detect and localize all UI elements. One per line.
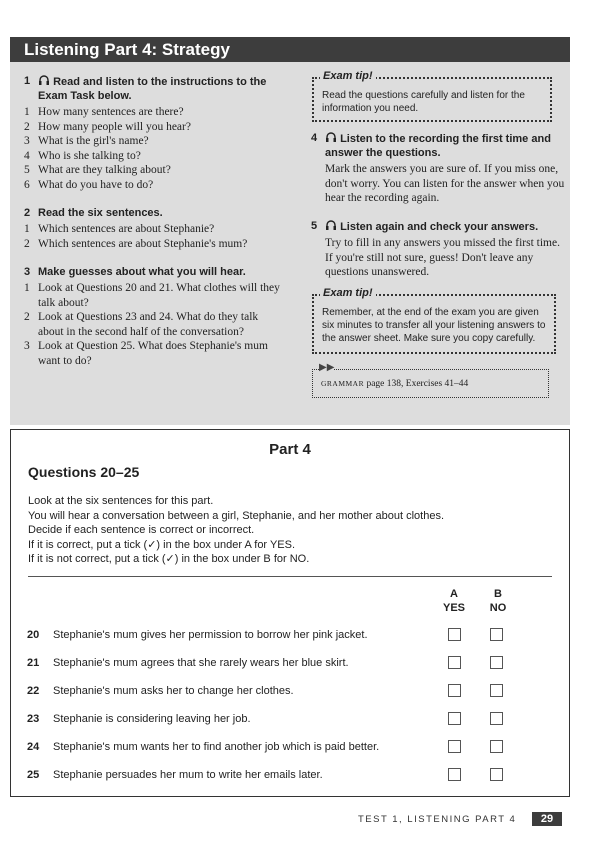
tip-title: Exam tip! [320, 287, 376, 299]
instruction-line: Look at the six sentences for this part. [28, 495, 214, 507]
answer-box-a[interactable] [448, 684, 461, 697]
answer-box-a[interactable] [448, 628, 461, 641]
list-item: 1 Which sentences are about Stephanie? [24, 223, 215, 235]
arrow-icon: ▶▶ [319, 362, 335, 373]
step-5: 5 Listen again and check your answers. Try to fill in any answers you missed the first time. If you're still not sure, guess! Don't leave any questions unanswered. [311, 219, 566, 280]
exam-tip-box [312, 70, 552, 122]
step-1-heading: 1 Read and listen to the instructions to the Exam Task below. [24, 75, 267, 102]
answer-box-b[interactable] [490, 656, 503, 669]
list-item: 1 Look at Questions 20 and 21. What clothes will they talk about? [24, 282, 280, 309]
step-3-list [24, 281, 286, 368]
list-item: 2 Look at Questions 23 and 24. What do they talk about in the second half of the conversation? [24, 311, 259, 338]
step-4-body: Mark the answers you are sure of. If you miss one, don't worry. You can listen for the answer when you hear the recording again. [325, 163, 565, 204]
answer-box-b[interactable] [490, 684, 503, 697]
tip-title: Exam tip! [320, 70, 376, 82]
list-item: 5 What are they talking about? [24, 164, 171, 176]
list-item: 4 Who is she talking to? [24, 149, 141, 162]
exam-task-box: Part 4 Questions 20–25 Look at the six sentences for this part. You will hear a conversation between a girl, Stephanie, and her mother about clothes. Decide if each sentence is correct or incorrect. If it is correct, put a tick (✓) in the box under A for YES. If it is not correct, put a tick (✓) in the box under B for NO. A YES B NO 20 Stephanie's mum gives her permission to borrow her pink jacket. 21 Stephanie's mum agrees that she rarely wears her blue skirt. 22 Stephanie's mum asks her to change her clothes. 23 Stephanie is considering leaving her job. 24 Stephanie's mum wants her to find another job which is paid better. 25 Stephanie persuades her mum to write her emails later. [10, 429, 570, 797]
answer-box-b[interactable] [490, 768, 503, 781]
instruction-line: Decide if each sentence is correct or incorrect. [28, 524, 255, 536]
step-2-heading: 2 Read the six sentences. [24, 207, 163, 219]
divider [28, 576, 552, 577]
answer-box-b[interactable] [490, 740, 503, 753]
answer-box-b[interactable] [490, 712, 503, 725]
column-b-header: B NO [489, 588, 507, 614]
page-number: 29 [532, 812, 562, 826]
grammar-label: GRAMMAR [321, 379, 365, 388]
list-item: 2 Which sentences are about Stephanie's mum? [24, 237, 248, 250]
headphones-icon [325, 219, 337, 231]
column-a-header: A YES [442, 588, 465, 614]
answer-box-a[interactable] [448, 712, 461, 725]
step-5-body: Try to fill in any answers you missed the first time. If you're still not sure, guess! Don't leave any questions unanswered. [325, 237, 560, 278]
step-3-heading: 3 Make guesses about what you will hear. [24, 266, 246, 278]
list-item: 1 How many sentences are there? [24, 106, 184, 118]
part-title: Part 4 [269, 441, 311, 458]
footer-label: TEST 1, LISTENING PART 4 [358, 814, 517, 825]
headphones-icon [38, 74, 50, 86]
step-2-list [24, 222, 286, 251]
instruction-line: You will hear a conversation between a girl, Stephanie, and her mother about clothes. [28, 509, 445, 522]
list-item: 2 How many people will you hear? [24, 120, 191, 133]
answer-box-a[interactable] [448, 768, 461, 781]
list-item: 3 Look at Question 25. What does Stephanie's mum want to do? [24, 340, 268, 367]
left-column [24, 74, 286, 368]
list-item: 6 What do you have to do? [24, 178, 154, 191]
list-item: 3 What is the girl's name? [24, 135, 149, 147]
step-4: 4 Listen to the recording the first time and answer the questions. Mark the answers you are sure of. If you miss one, don't worry. You can listen for the answer when you hear the recording again. [311, 132, 565, 204]
instructions [28, 494, 444, 567]
answer-box-b[interactable] [490, 628, 503, 641]
step-1-list [24, 105, 286, 192]
grammar-reference-box [312, 362, 549, 398]
tip-body: Read the questions carefully and listen for the information you need. [322, 90, 525, 114]
instruction-line: If it is not correct, put a tick (✓) in the box under B for NO. [28, 553, 310, 565]
headphones-icon [325, 131, 337, 143]
page-title: Listening Part 4: Strategy [10, 37, 570, 62]
exam-tip-box [312, 287, 556, 354]
grammar-ref: page 138, Exercises 41–44 [366, 379, 469, 389]
answer-box-a[interactable] [448, 656, 461, 669]
questions-heading: Questions 20–25 [28, 464, 140, 480]
tip-body: Remember, at the end of the exam you are given six minutes to transfer all your listening answers to the answer sheet. Make sure you copy carefully. [322, 307, 546, 344]
answer-box-a[interactable] [448, 740, 461, 753]
instruction-line: If it is correct, put a tick (✓) in the box under A for YES. [28, 538, 296, 551]
